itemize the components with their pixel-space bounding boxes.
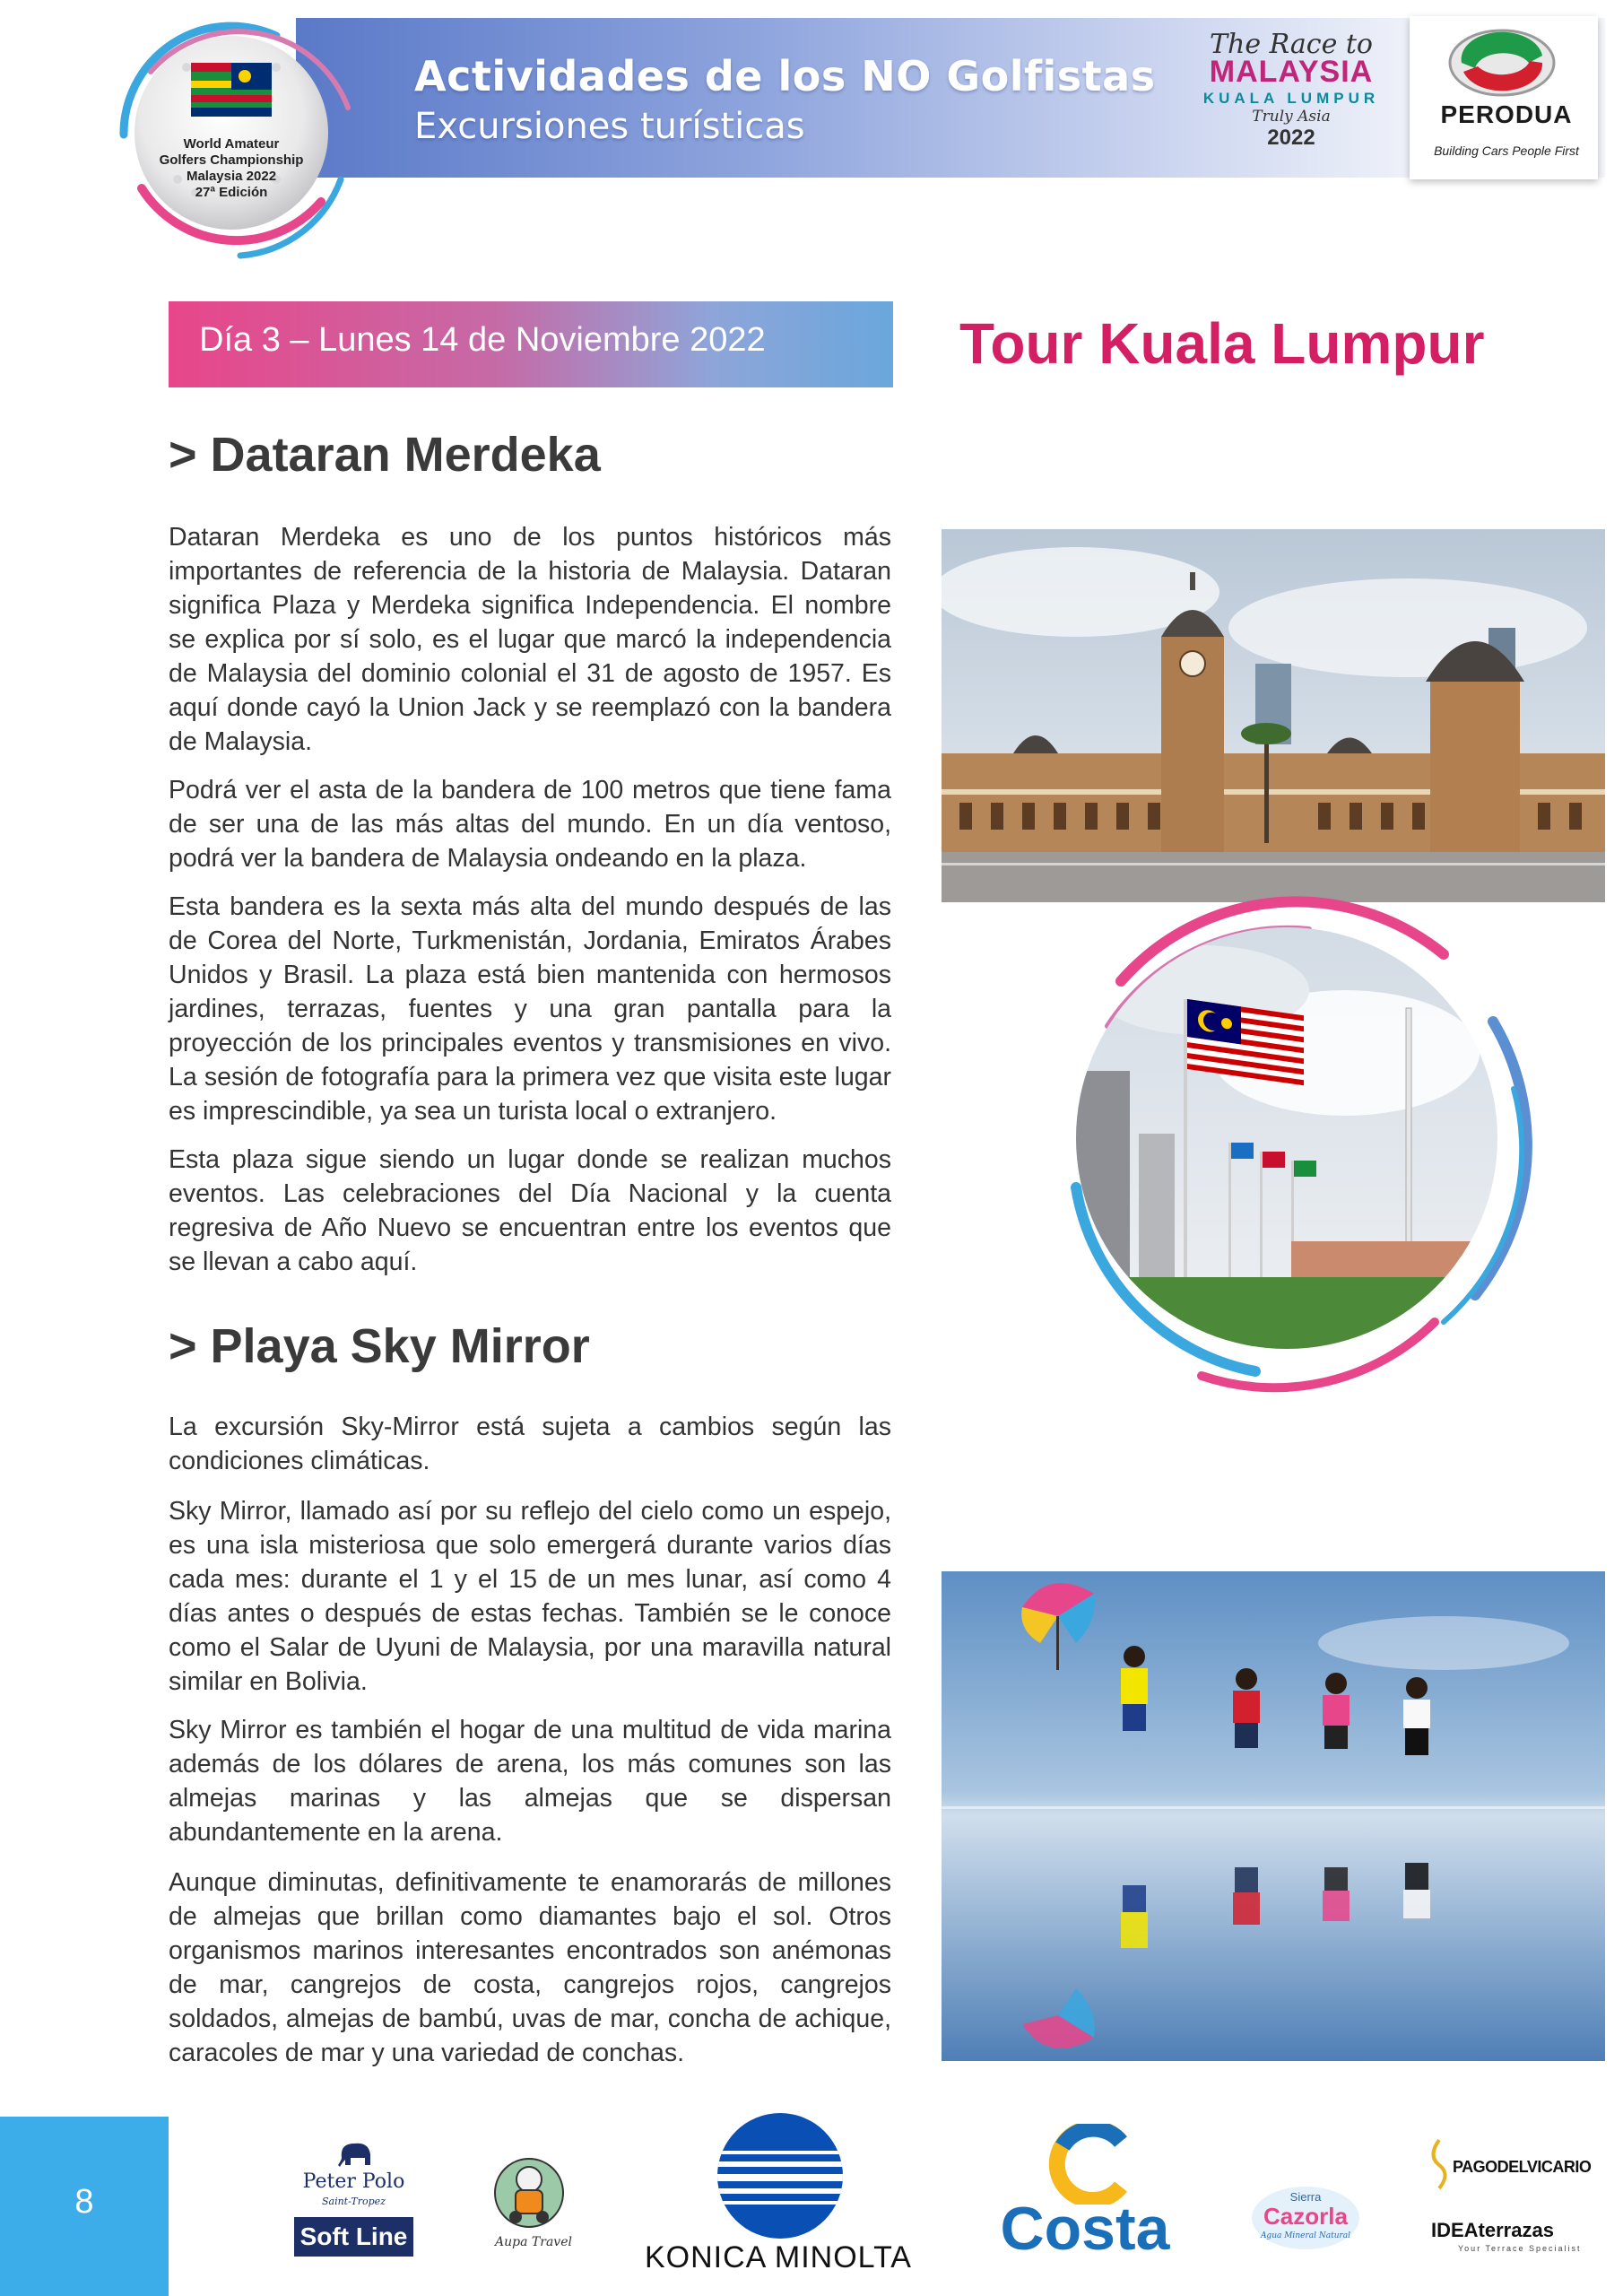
- konica-globe-icon: [714, 2113, 846, 2239]
- race-logo-country: MALAYSIA: [1209, 55, 1374, 89]
- perodua-emblem-icon: [1444, 27, 1560, 99]
- paragraph: Sky Mirror, llamado así por su reflejo del cielo como un espejo, es una isla misteriosa que solo emergerá durante varios días cada mes: durante el 1 y el 15 de un mes lunar, así como 4 días antes o después de estas fechas. También se le conoce como el Salar de Uyuni de Malaysia, por una maravilla natural similar en Bolivia.: [169, 1497, 891, 1696]
- championship-emblem: [97, 0, 366, 269]
- section-heading-dataran-merdeka: > Dataran Merdeka: [169, 428, 601, 482]
- paragraph: Sky Mirror es también el hogar de una multitud de vida marina además de los dólares de arena, los más comunes son las almejas marinas y las almejas que se dispersan abundantemente en la arena.: [169, 1716, 891, 1847]
- paragraph: La excursión Sky-Mirror está sujeta a cambios según las condiciones climáticas.: [169, 1413, 891, 1475]
- paragraph: Podrá ver el asta de la bandera de 100 metros que tiene fama de ser una de las más altas del mundo. En un día ventoso, podrá ver la bandera de Malaysia ondeando en la plaza.: [169, 776, 891, 873]
- photo-sultan-abdul-samad-building: [942, 529, 1605, 902]
- softline-name: Soft Line: [294, 2217, 413, 2257]
- peter-polo-softline-logo: [289, 2138, 419, 2264]
- day-label: Día 3 – Lunes 14 de Noviembre 2022: [199, 321, 766, 359]
- page-number: 8: [74, 2183, 94, 2221]
- emblem-line-4: 27ª Edición: [195, 185, 268, 200]
- photo-merdeka-flagpole-circle: [1022, 874, 1551, 1403]
- costa-name: Costa: [1000, 2195, 1170, 2263]
- idea-name: IDEAterrazas: [1431, 2219, 1554, 2241]
- paragraph: Dataran Merdeka es uno de los puntos históricos más importantes de referencia de la historia de Malaysia. Dataran significa Plaza y Merdeka significa Independencia. El nombre se explica por sí solo, es el lugar que marcó la independencia de Malaysia del dominio colonial el 31 de agosto de 1957. Es aquí donde cayó la Union Jack y se reemplazó con la bandera de Malaysia.: [169, 523, 891, 756]
- race-logo-script: The Race to: [1210, 29, 1373, 60]
- emblem-line-3: Malaysia 2022: [186, 169, 277, 184]
- peter-polo-sub: Saint-Tropez: [321, 2196, 386, 2207]
- section-heading-playa-sky-mirror: > Playa Sky Mirror: [169, 1319, 590, 1373]
- aupa-travel-logo: [484, 2152, 583, 2260]
- perodua-name: PERODUA: [1440, 100, 1573, 128]
- konica-minolta-logo: [644, 2113, 913, 2274]
- pago-name: PAGODELVICARIO: [1453, 2158, 1592, 2176]
- perodua-tagline: Building Cars People First: [1434, 144, 1579, 158]
- paragraph: Aunque diminutas, definitivamente te enamorarás de millones de almejas que brillan como diamantes bajo el sol. Otros organismos marinos interesantes encontrados son anémonas de mar, cangrejos de costa, cangrejos rojos, cangrejos soldados, almejas de bambú, uvas de mar, concha de achique, caracoles de mar y una variedad de conchas.: [169, 1868, 891, 2067]
- emblem-line-1: World Amateur: [183, 136, 280, 152]
- konica-minolta-name: KONICA MINOLTA: [644, 2240, 912, 2274]
- page-title: Actividades de los NO Golfistas: [414, 52, 1156, 100]
- emblem-caption: [142, 136, 321, 201]
- cazorla-sub: Agua Mineral Natural: [1260, 2231, 1351, 2240]
- tour-title: Tour Kuala Lumpur: [959, 311, 1485, 376]
- peter-polo-name: Peter Polo: [302, 2170, 405, 2193]
- pago-del-vicario-logo: [1426, 2138, 1601, 2192]
- page-subtitle: Excursiones turísticas: [414, 106, 805, 147]
- idea-terrazas-logo: [1431, 2219, 1601, 2264]
- photo-sky-mirror-beach: [942, 1571, 1605, 2061]
- cazorla-name: Cazorla: [1263, 2203, 1348, 2230]
- vine-icon: [1426, 2138, 1453, 2190]
- emblem-line-2: Golfers Championship: [159, 152, 304, 168]
- costa-logo: [977, 2124, 1193, 2267]
- cazorla-top: Sierra: [1289, 2190, 1322, 2204]
- paragraph: Esta plaza sigue siendo un lugar donde se realizan muchos eventos. Las celebraciones del Día Nacional y la cuenta regresiva de Año Nuevo se encuentran entre los eventos que se llevan a cabo aquí.: [169, 1145, 891, 1276]
- costa-c-icon: [1036, 2124, 1134, 2205]
- idea-sub: Your Terrace Specialist: [1458, 2244, 1582, 2253]
- race-logo-city: KUALA LUMPUR: [1202, 90, 1380, 107]
- race-to-malaysia-logo: [1193, 29, 1390, 172]
- scooter-mascot-icon: [489, 2152, 569, 2233]
- paragraph: Esta bandera es la sexta más alta del mundo después de las de Corea del Norte, Turkmenistán, Jordania, Emiratos Árabes Unidos y Brasil. La plaza está bien mantenida con hermosos jardines, terrazas, fuentes y una gran pantalla para la proyección de los principales eventos y transmisiones en vivo. La sesión de fotografía para la primera vez que visita este lugar es imprescindible, ya sea un turista local o extranjero.: [169, 892, 891, 1126]
- race-logo-year: 2022: [1267, 126, 1315, 150]
- aupa-travel-name: Aupa Travel: [495, 2235, 572, 2249]
- elephant-icon: [338, 2138, 374, 2169]
- sierra-cazorla-logo: [1252, 2187, 1359, 2249]
- race-logo-truly: Truly Asia: [1252, 108, 1331, 126]
